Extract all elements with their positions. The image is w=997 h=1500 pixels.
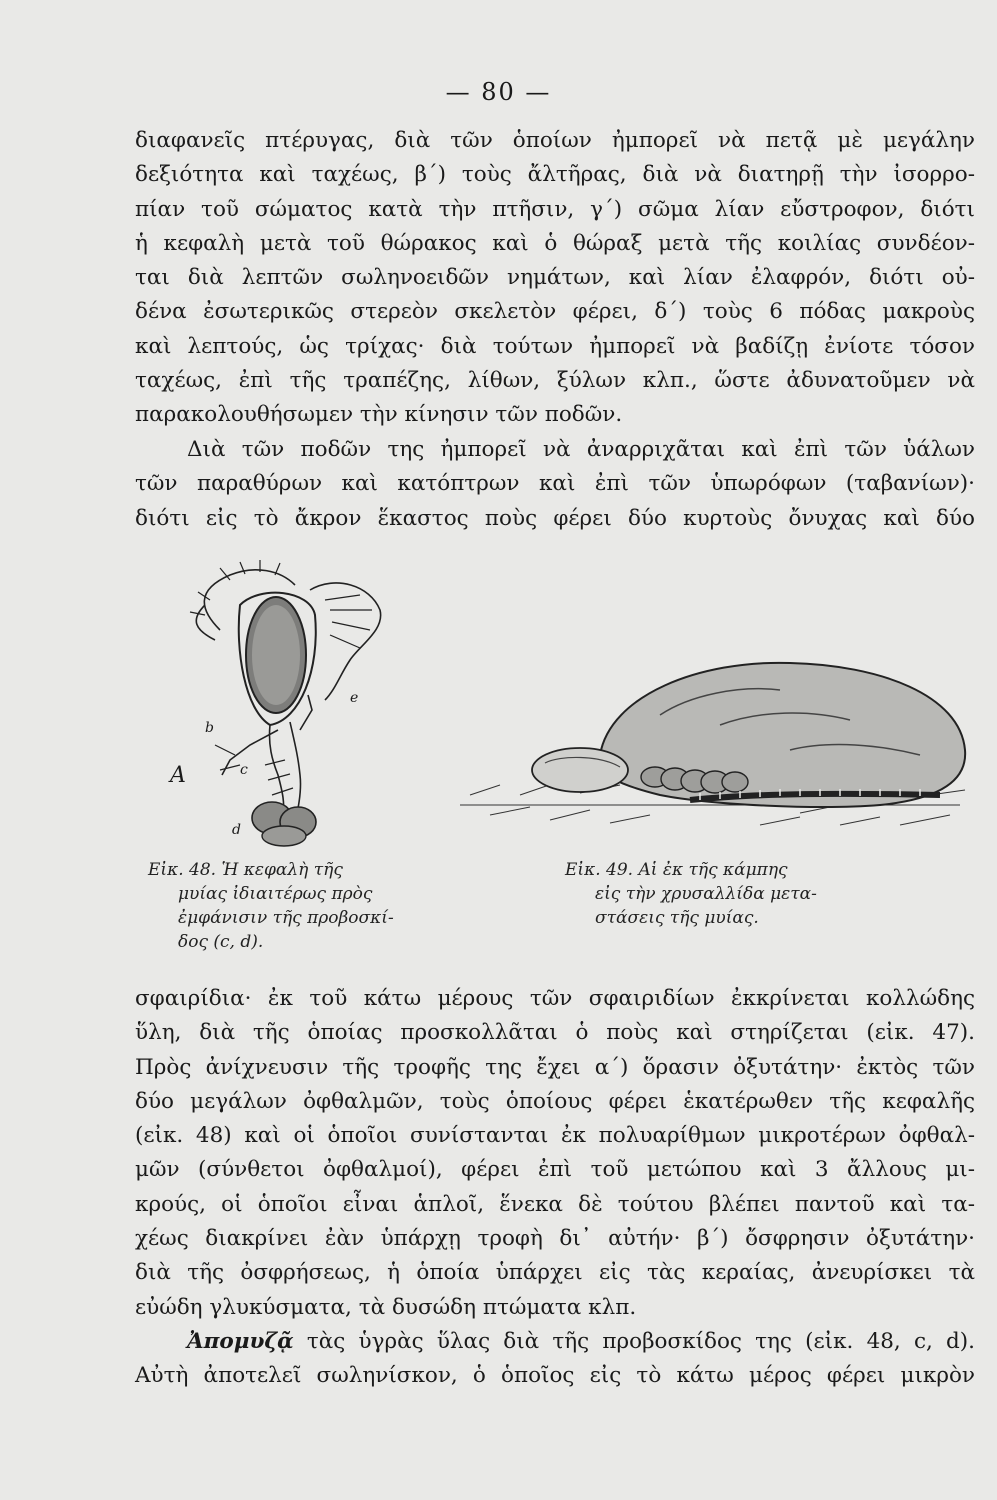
text-line: Διὰ τῶν ποδῶν της ἠμπορεῖ νὰ ἀναρριχᾶται καὶ ἐπὶ τῶν ὑάλων [187, 437, 975, 462]
text-line [135, 1325, 975, 1359]
text-line: ται διὰ λεπτῶν σωληνοειδῶν νημάτων, καὶ λίαν ἐλαφρόν, διότι οὐ- [135, 265, 975, 291]
text-line: δένα ἐσωτερικῶς στερεὸν σκελετὸν φέρει, δ΄) τοὺς 6 πόδας μακροὺς [135, 299, 975, 325]
text-line: ταχέως, ἐπὶ τῆς τραπέζης, λίθων, ξύλων κλπ., ὥστε ἀδυνατοῦμεν νὰ [135, 368, 975, 394]
caption-line: μυίας ἰδιαιτέρως πρὸς [178, 884, 373, 904]
text-line: δεξιότητα καὶ ταχέως, β΄) τοὺς ἄλτῆρας, διὰ νὰ διατηρῇ τὴν ἰσορρο- [135, 162, 975, 188]
paragraph-4 [135, 1325, 975, 1394]
figure-49-caption [565, 858, 817, 930]
figure-48-fly-head [160, 560, 400, 850]
text-line: σφαιρίδια· ἐκ τοῦ κάτω μέρους τῶν σφαιριδίων ἐκκρίνεται κολλώδης [135, 986, 975, 1011]
figure-48-caption [148, 858, 394, 954]
text-fragment: τὰς ὑγρὰς ὕλας διὰ τῆς προβοσκίδος της (εἰκ. 48, c, d). [293, 1329, 975, 1354]
text-line: τῶν παραθύρων καὶ κατόπτρων καὶ ἐπὶ τῶν ὑπωρόφων (ταβανίων)· [135, 471, 975, 497]
text-line: διότι εἰς τὸ ἄκρον ἕκαστος ποὺς φέρει δύο κυρτοὺς ὄνυχας καὶ δύο [135, 505, 975, 531]
paragraph-1 [135, 124, 975, 433]
text-line: πίαν τοῦ σώματος κατὰ τὴν πτῆσιν, γ΄) σῶμα λίαν εὔστροφον, διότι [135, 196, 975, 222]
text-line: (εἰκ. 48) καὶ οἱ ὁποῖοι συνίστανται ἐκ πολυαρίθμων μικροτέρων ὀφθαλ- [135, 1123, 975, 1149]
text-line: ἡ κεφαλὴ μετὰ τοῦ θώρακος καὶ ὁ θώραξ μετὰ τῆς κοιλίας συνδέον- [135, 230, 975, 256]
figure-48-letter: c [240, 762, 248, 778]
text-line: δύο μεγάλων ὀφθαλμῶν, τοὺς ὁποίους φέρει ἑκατέρωθεν τῆς κεφαλῆς [135, 1088, 975, 1114]
text-line: παρακολουθήσωμεν τὴν κίνησιν τῶν ποδῶν. [135, 402, 623, 428]
text-line: κρούς, οἱ ὁποῖοι εἶναι ἁπλοῖ, ἕνεκα δὲ τούτου βλέπει παντοῦ καὶ τα- [135, 1191, 975, 1217]
paragraph-2 [135, 433, 975, 536]
figure-48-letter: d [232, 822, 241, 838]
larva-pupa-illustration [460, 655, 980, 845]
text-line: μῶν (σύνθετοι ὀφθαλμοί), φέρει ἐπὶ τοῦ μετώπου καὶ 3 ἄλλους μι- [135, 1157, 975, 1183]
caption-line: ἐμφάνισιν τῆς προβοσκί- [178, 908, 394, 928]
caption-line: στάσεις τῆς μυίας. [595, 908, 759, 928]
caption-line: Εἰκ. 48. Ἡ κεφαλὴ τῆς [148, 860, 343, 880]
figure-49-metamorphosis [460, 655, 980, 845]
caption-line: εἰς τὴν χρυσαλλίδα μετα- [595, 884, 817, 904]
page-number: — 80 — [445, 78, 552, 106]
figure-48-label-a: A [170, 763, 186, 788]
text-line: Πρὸς ἀνίχνευσιν τῆς τροφῆς της ἔχει α΄) ὅρασιν ὀξυτάτην· ἐκτὸς τῶν [135, 1054, 975, 1080]
text-line: ὕλη, διὰ τῆς ὁποίας προσκολλᾶται ὁ ποὺς καὶ στηρίζεται (εἰκ. 47). [135, 1020, 975, 1046]
text-line: διὰ τῆς ὀσφρήσεως, ἡ ὁποία ὑπάρχει εἰς τὰς κεραίας, ἀνευρίσκει τὰ [135, 1260, 975, 1286]
text-line: χέως διακρίνει ἐὰν ὑπάρχῃ τροφὴ δι᾽ αὐτήν· β΄) ὄσφρησιν ὀξυτάτην· [135, 1226, 975, 1252]
text-line: εὐώδη γλυκύσματα, τὰ δυσώδη πτώματα κλπ. [135, 1294, 637, 1320]
caption-line: δος (c, d). [178, 932, 264, 952]
fly-head-illustration [160, 560, 400, 850]
paragraph-3 [135, 982, 975, 1325]
emphasized-term: Ἀπομυζᾷ [187, 1329, 294, 1354]
caption-line: Εἰκ. 49. Αἱ ἐκ τῆς κάμπης [565, 860, 788, 880]
text-line: διαφανεῖς πτέρυγας, διὰ τῶν ὁποίων ἠμπορεῖ νὰ πετᾷ μὲ μεγάλην [135, 128, 975, 153]
figure-48-letter: b [205, 720, 214, 736]
text-line: Αὐτὴ ἀποτελεῖ σωληνίσκον, ὁ ὁποῖος εἰς τὸ κάτω μέρος φέρει μικρὸν [135, 1363, 975, 1389]
figure-48-letter: e [350, 690, 359, 706]
text-line: καὶ λεπτούς, ὡς τρίχας· διὰ τούτων ἠμπορεῖ νὰ βαδίζῃ ἐνίοτε τόσον [135, 333, 975, 359]
